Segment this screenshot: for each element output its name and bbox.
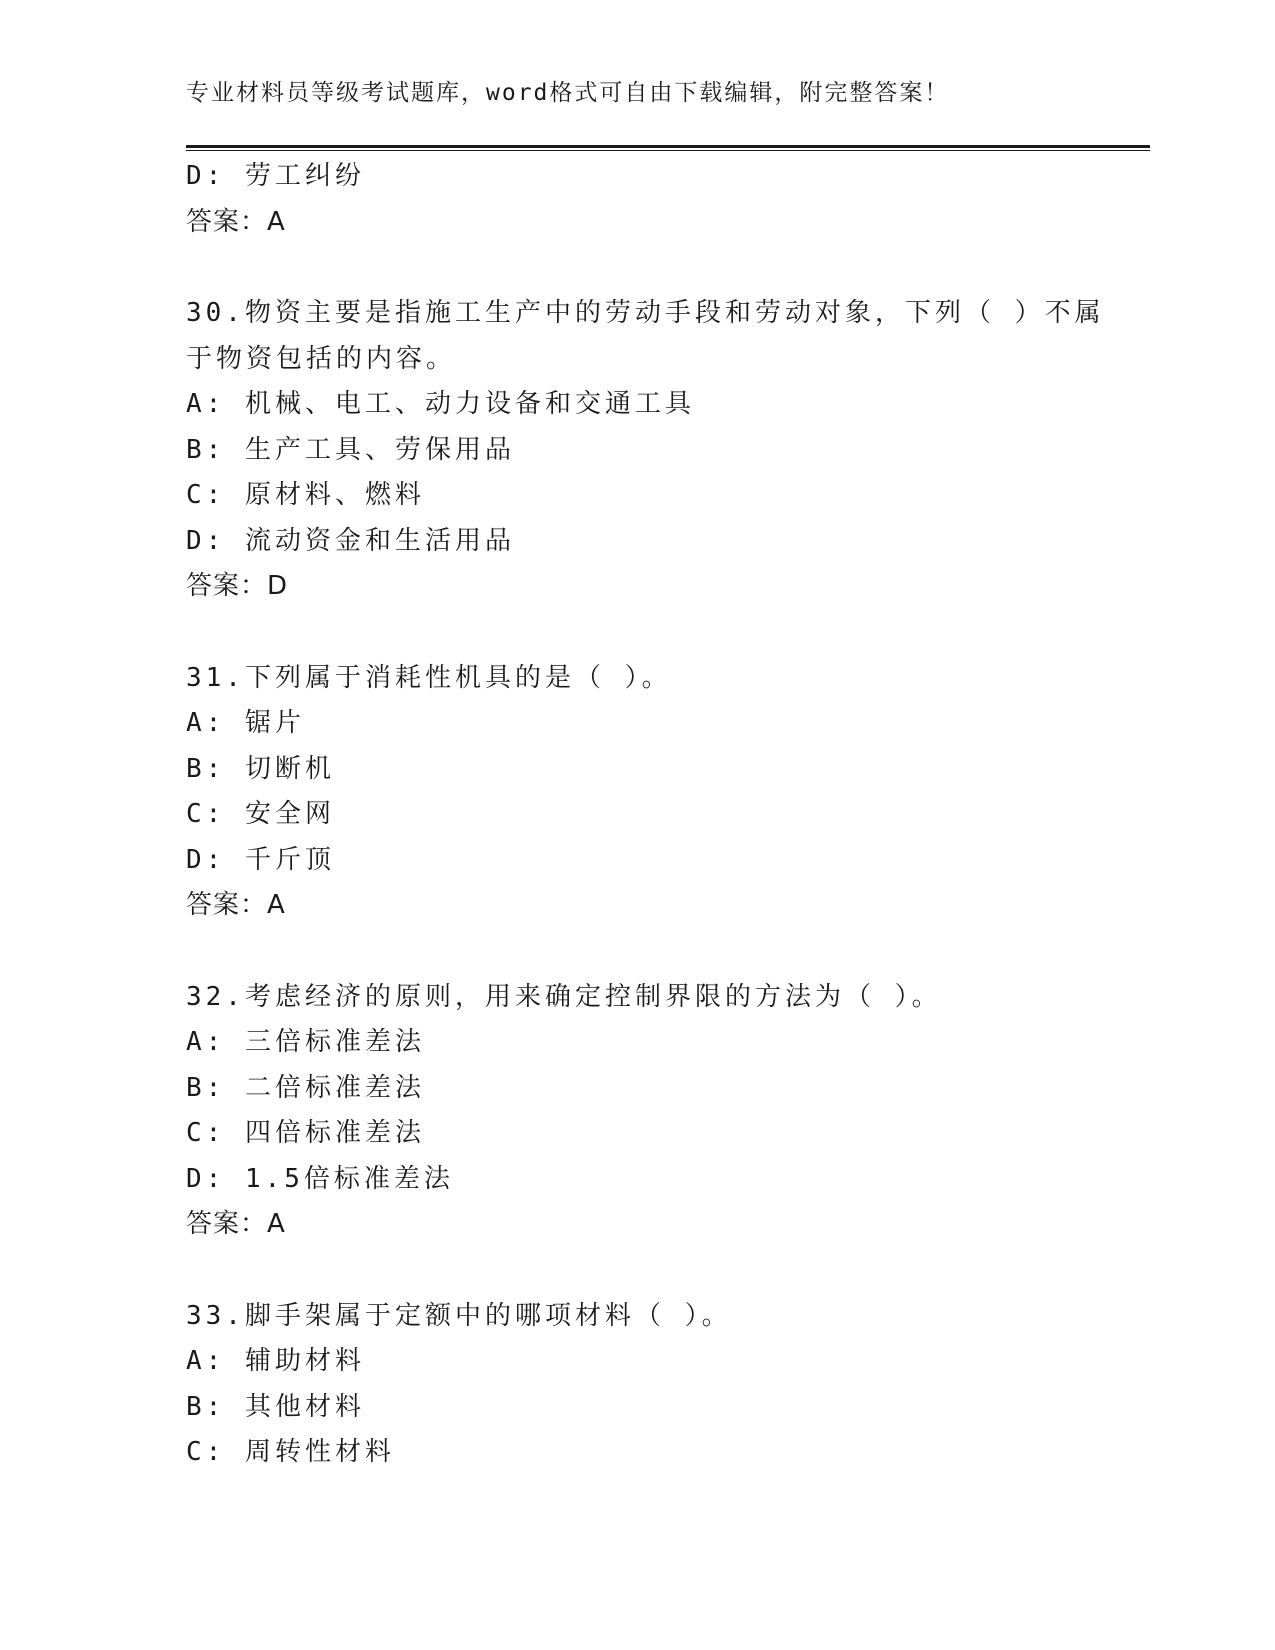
question-text: 32.考虑经济的原则，用来确定控制界限的方法为（ ）。 bbox=[186, 981, 942, 1012]
question-text: 31.下列属于消耗性机具的是（ ）。 bbox=[186, 662, 672, 693]
option-d: D: 劳工纠纷 bbox=[186, 161, 365, 191]
option-a: A: 三倍标准差法 bbox=[186, 1027, 425, 1057]
option-d: D: 1.5倍标准差法 bbox=[186, 1163, 454, 1194]
option-b: B: 其他材料 bbox=[186, 1391, 365, 1422]
option-d: D: 千斤顶 bbox=[186, 844, 335, 875]
answer-line: 答案：D bbox=[186, 571, 289, 601]
option-c: C: 原材料、燃料 bbox=[186, 480, 425, 510]
option-a: A: 机械、电工、动力设备和交通工具 bbox=[186, 389, 695, 419]
answer-line: 答案：A bbox=[186, 1209, 286, 1239]
question-text: 30.物资主要是指施工生产中的劳动手段和劳动对象，下列（ ）不属 bbox=[186, 298, 1105, 328]
header-rule-thick bbox=[186, 145, 1150, 148]
option-a: A: 锯片 bbox=[186, 708, 305, 738]
answer-line: 答案：A bbox=[186, 890, 286, 920]
option-d: D: 流动资金和生活用品 bbox=[186, 525, 515, 556]
option-b: B: 切断机 bbox=[186, 753, 335, 784]
option-c: C: 周转性材料 bbox=[186, 1437, 395, 1467]
page-header: 专业材料员等级考试题库，word格式可自由下载编辑，附完整答案！ bbox=[186, 80, 950, 106]
option-b: B: 生产工具、劳保用品 bbox=[186, 434, 515, 465]
option-a: A: 辅助材料 bbox=[186, 1346, 365, 1376]
question-33 bbox=[186, 1294, 1086, 1476]
question-32 bbox=[186, 975, 1086, 1248]
option-c: C: 四倍标准差法 bbox=[186, 1118, 425, 1148]
question-31 bbox=[186, 656, 1086, 929]
option-b: B: 二倍标准差法 bbox=[186, 1072, 425, 1103]
answer-line: 答案：A bbox=[186, 206, 286, 237]
question-text-cont: 于物资包括的内容。 bbox=[186, 343, 457, 374]
question-text: 33.脚手架属于定额中的哪项材料（ ）。 bbox=[186, 1300, 732, 1331]
header-rule-thin bbox=[186, 150, 1150, 151]
question-content bbox=[186, 154, 1105, 1476]
option-c: C: 安全网 bbox=[186, 799, 335, 829]
question-30 bbox=[186, 291, 1105, 610]
